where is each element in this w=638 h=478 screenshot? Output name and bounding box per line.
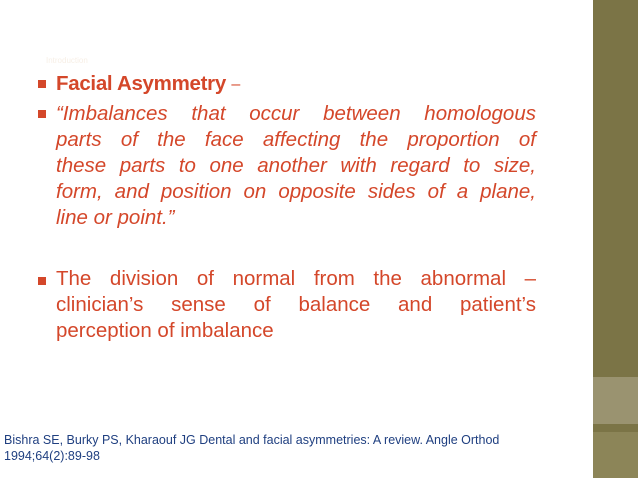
quote-line: “Imbalances that occur between homologous [56, 102, 536, 125]
division-statement [56, 266, 536, 344]
bullet-square-icon [38, 80, 46, 88]
decorative-sidebar [593, 0, 638, 478]
citation-line: Bishra SE, Burky PS, Kharaouf JG Dental and facial asymmetries: A review. Angle Orthod [4, 433, 500, 447]
citation-line: 1994;64(2):89-98 [4, 449, 100, 463]
quote-line: form, and position on opposite sides of a plane, [56, 180, 536, 203]
facial-asymmetry-heading [56, 71, 240, 98]
faint-slide-title: Introduction [46, 56, 88, 65]
quote-line: parts of the face affecting the proportion of [56, 128, 536, 151]
bullet-square-icon [38, 110, 46, 118]
quote-line: these parts to one another with regard to size, [56, 154, 536, 177]
division-line: The division of normal from the abnormal – [56, 267, 536, 290]
sidebar-block-upper [593, 377, 638, 424]
reference-citation [4, 432, 564, 464]
heading-text: Facial Asymmetry [56, 72, 226, 95]
definition-quote [56, 101, 536, 231]
quote-line: line or point.” [56, 206, 175, 229]
bullet-square-icon [38, 277, 46, 285]
division-line: perception of imbalance [56, 319, 274, 342]
sidebar-block-lower [593, 432, 638, 478]
heading-dash: – [231, 76, 240, 93]
division-line: clinician’s sense of balance and patient’s [56, 293, 536, 316]
